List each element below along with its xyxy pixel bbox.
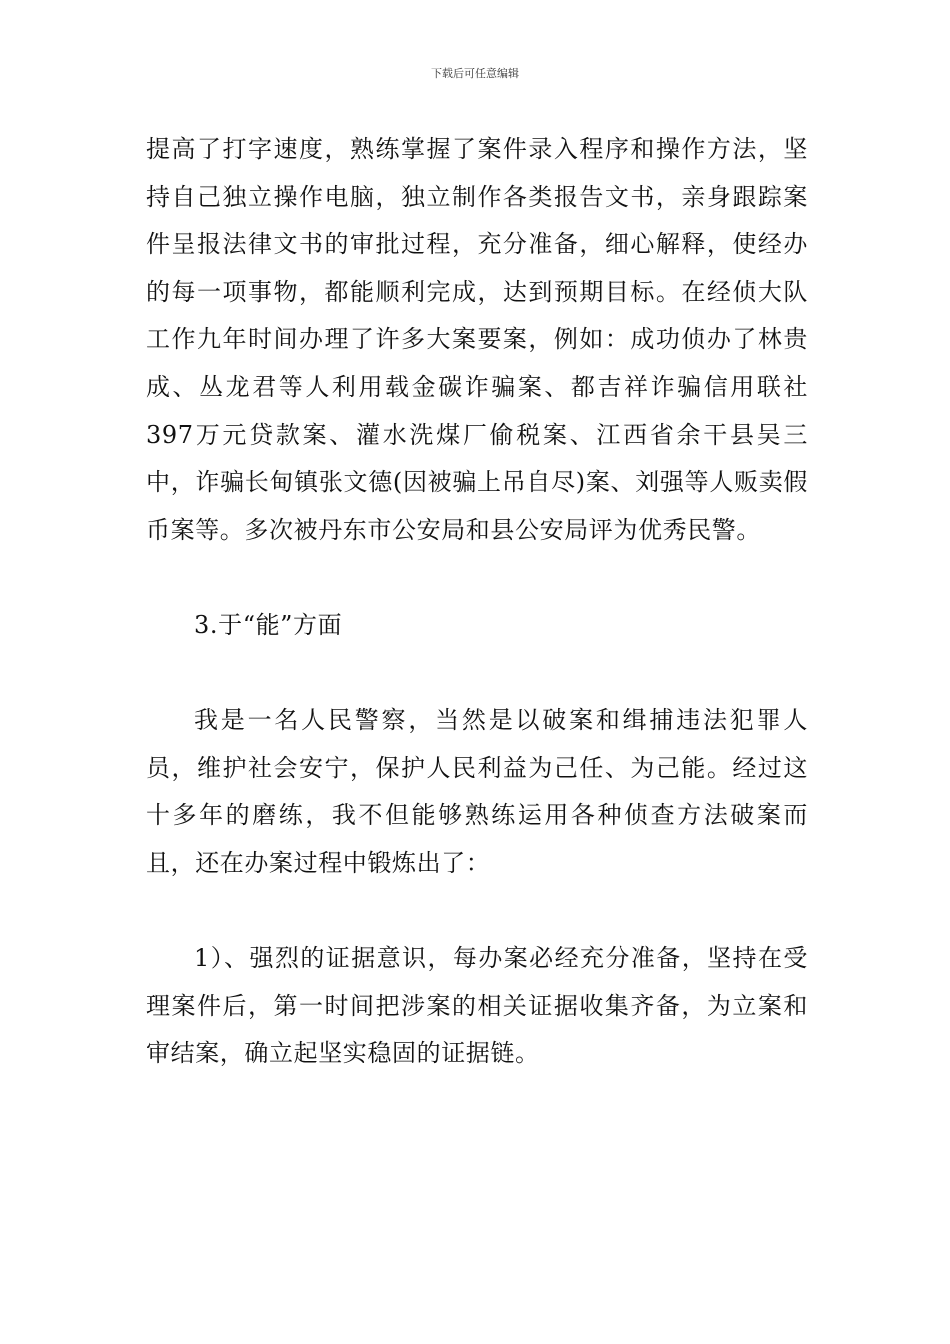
paragraph-ability: 我是一名人民警察，当然是以破案和缉捕违法犯罪人员，维护社会安宁，保护人民利益为己任、为己能。经过这十多年的磨练，我不但能够熟练运用各种侦查方法破案而且，还在办案过程中锻炼出了： (146, 706, 808, 877)
section-heading: 3.于“能”方面 (194, 610, 343, 639)
paragraph-work-summary: 提高了打字速度，熟练掌握了案件录入程序和操作方法，坚持自己独立操作电脑，独立制作各类报告文书，亲身跟踪案件呈报法律文书的审批过程，充分准备，细心解释，使经办的每一项事物，都能顺利完成，达到预期目标。在经侦大队工作九年时间办理了许多大案要案，例如：成功侦办了林贵成、丛龙君等人利用载金碳诈骗案、都吉祥诈骗信用联社397万元贷款案、灌水洗煤厂偷税案、江西省余干县吴三中，诈骗长甸镇张文德(因被骗上吊自尽)案、刘强等人贩卖假 币案等。多次被丹东市公安局和县公安局评为优秀民警。 (146, 135, 808, 544)
paragraph-evidence-awareness: 1）、强烈的证据意识，每办案必经充分准备，坚持在受理案件后，第一时间把涉案的相关证据收集齐备，为立案和审结案，确立起坚实稳固的证据链。 (146, 944, 808, 1068)
paragraph-spacer (146, 554, 808, 602)
paragraph-spacer (146, 888, 808, 936)
document-body (146, 126, 808, 1078)
page-header: 下载后可任意编辑 (431, 67, 519, 80)
paragraph-spacer (146, 650, 808, 698)
